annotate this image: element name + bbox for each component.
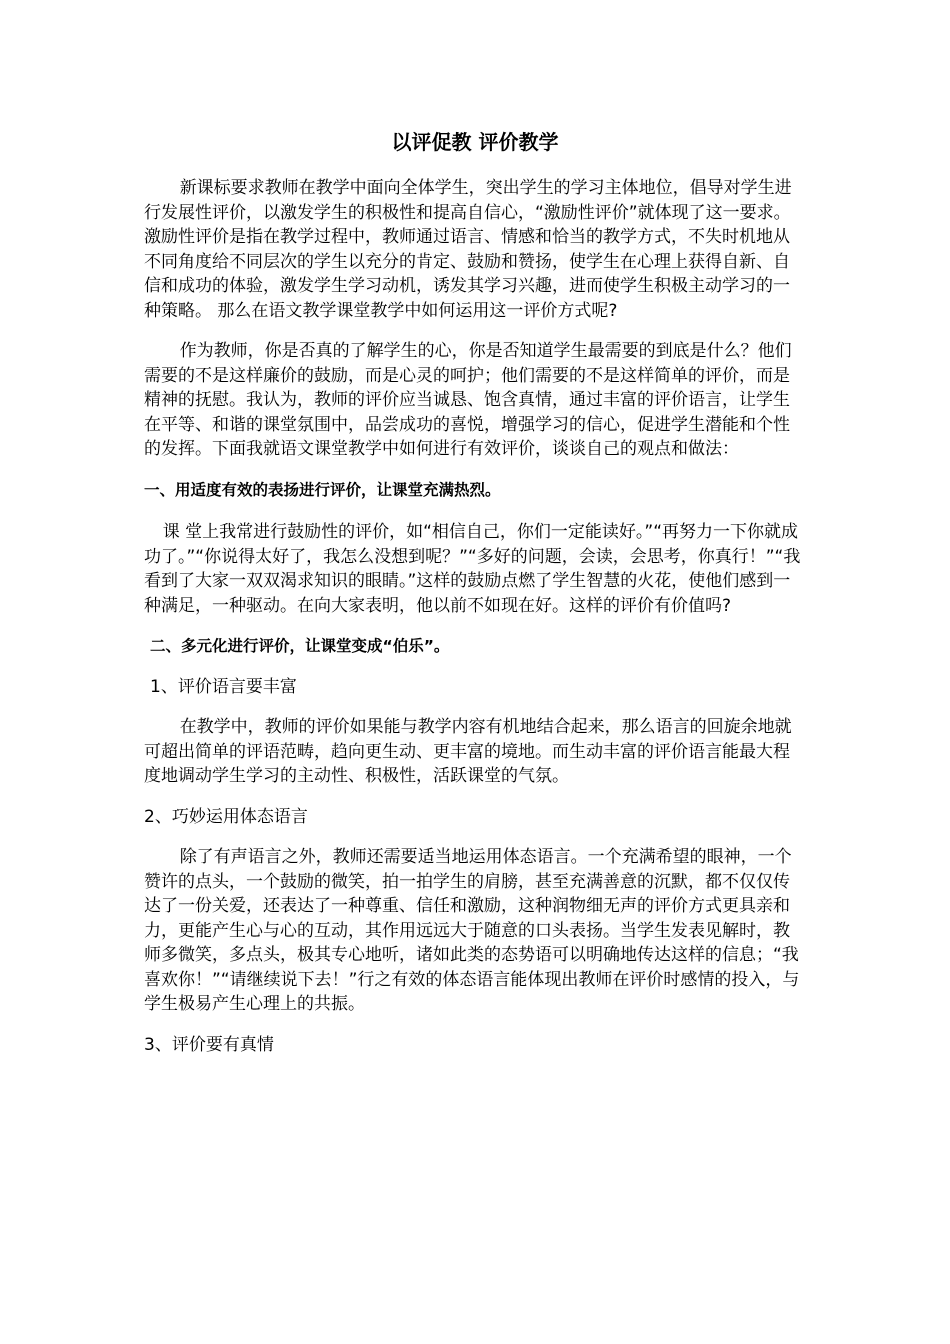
praise-paragraph: 课 堂上我常进行鼓励性的评价，如“相信自己，你们一定能读好。”“再努力一下你就成功了。”“你说得太好了，我怎么没想到呢？”“多好的问题，会读，会思考，你真行！”“我看到了大家一双双渴求知识的眼睛。”这样的鼓励点燃了学生智慧的火花，使他们感到一种满足，一种驱动。在向大家表明，他以前不如现在好。这样的评价有价值吗? — [144, 522, 801, 616]
subheading-1: 1、评价语言要丰富 — [150, 676, 297, 697]
subheading-2: 2、巧妙运用体态语言 — [144, 806, 308, 827]
body-language-paragraph: 除了有声语言之外，教师还需要适当地运用体态语言。一个充满希望的眼神，一个赞许的点头，一个鼓励的微笑，拍一拍学生的肩膀，甚至充满善意的沉默，都不仅仅传达了一份关爱，还表达了一种尊重、信任和激励，这种润物细无声的评价方式更具亲和力，更能产生心与心的互动，其作用远远大于随意的口头表扬。当学生发表见解时，教师多微笑，多点头，极其专心地听，诸如此类的态势语可以明确地传达这样的信息；“我喜欢你！”“请继续说下去！”行之有效的体态语言能体现出教师在评价时感情的投入，与学生极易产生心理上的共振。 — [144, 847, 800, 1014]
section-heading-2: 二、多元化进行评价，让课堂变成“伯乐”。 — [150, 637, 450, 655]
teacher-paragraph: 作为教师，你是否真的了解学生的心，你是否知道学生最需要的到底是什么？他们需要的不是这样廉价的鼓励，而是心灵的呵护；他们需要的不是这样简单的评价，而是精神的抚慰。我认为，教师的评价应当诚恳、饱含真情，通过丰富的评价语言，让学生在平等、和谐的课堂氛围中，品尝成功的喜悦，增强学习的信心，促进学生潜能和个性的发挥。下面我就语文课堂教学中如何进行有效评价，谈谈自己的观点和做法： — [144, 341, 792, 459]
document-page — [144, 128, 806, 1073]
language-paragraph: 在教学中，教师的评价如果能与教学内容有机地结合起来，那么语言的回旋余地就可超出简单的评语范畴，趋向更生动、更丰富的境地。而生动丰富的评价语言能最大程度地调动学生学习的主动性、积极性，活跃课堂的气氛。 — [144, 717, 792, 786]
document-title: 以评促教 评价教学 — [391, 130, 559, 154]
intro-paragraph: 新课标要求教师在教学中面向全体学生，突出学生的学习主体地位，倡导对学生进行发展性评价，以激发学生的积极性和提高自信心，“激励性评价”就体现了这一要求。 激励性评价是指在教学过程中，教师通过语言、情感和恰当的教学方式，不失时机地从不同角度给不同层次的学生以充分的肯定、鼓励和赞扬，使学生在心理上获得自新、自信和成功的体验，激发学生学习动机，诱发其学习兴趣，进而使学生积极主动学习的一种策略。 那么在语文教学课堂教学中如何运用这一评价方式呢? — [144, 178, 792, 321]
section-heading-1: 一、用适度有效的表扬进行评价，让课堂充满热烈。 — [144, 480, 501, 499]
subheading-3: 3、评价要有真情 — [144, 1034, 274, 1055]
